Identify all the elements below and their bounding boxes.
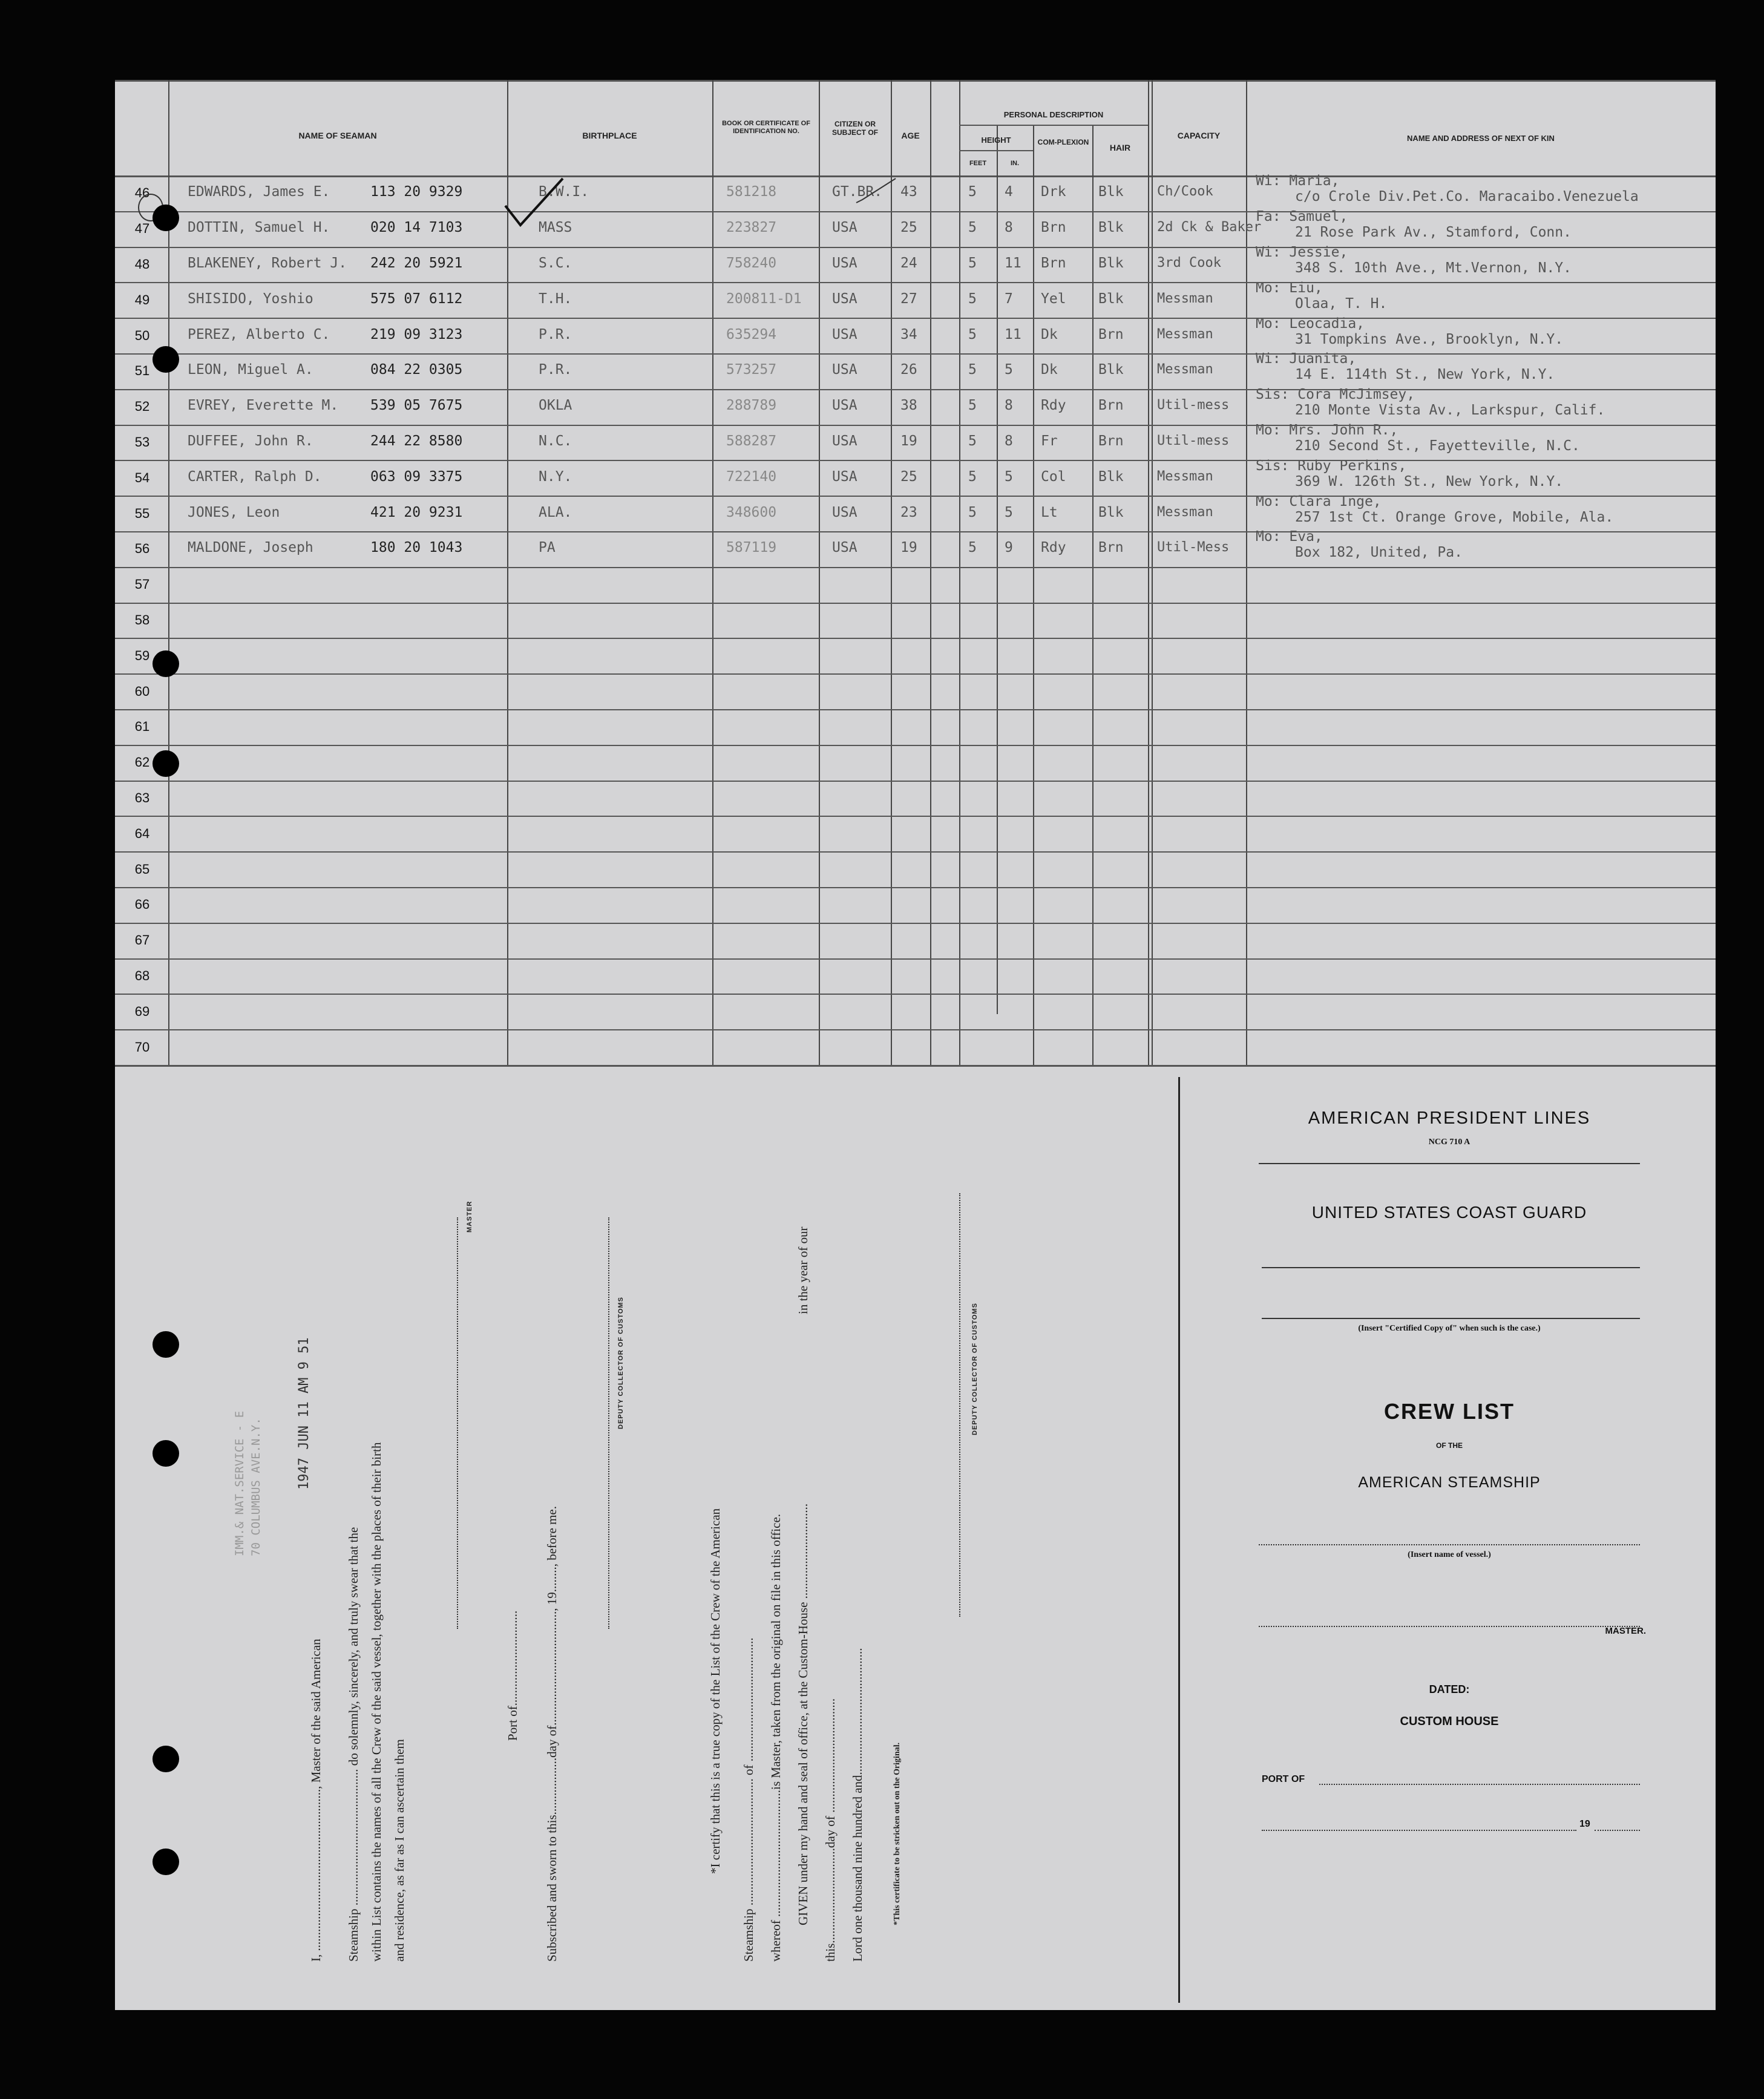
seaman-complexion: Rdy <box>1041 540 1066 556</box>
seaman-birthplace: S.C. <box>539 255 572 271</box>
seaman-name: BLAKENEY, Robert J. <box>188 255 347 271</box>
oath-sworn: Subscribed and sworn to this..................day of...................................., 19........, before me. <box>545 1506 559 1962</box>
col-divider <box>1152 80 1153 1065</box>
seaman-hair: Blk <box>1098 362 1124 378</box>
seaman-inches: 5 <box>1005 468 1013 485</box>
seaman-id: 180 20 1043 <box>370 540 463 556</box>
seaman-age: 27 <box>900 290 917 307</box>
cover-port-label: PORT OF <box>1262 1774 1305 1784</box>
row-line <box>115 496 1716 497</box>
seaman-inches: 8 <box>1005 220 1013 236</box>
seaman-inches: 9 <box>1005 540 1013 556</box>
seaman-inches: 8 <box>1005 433 1013 449</box>
row-line <box>115 638 1716 639</box>
lower-divider <box>1178 1077 1180 2003</box>
seaman-age: 24 <box>900 255 917 271</box>
row-line <box>115 353 1716 355</box>
punch-hole <box>152 750 179 777</box>
header-age: AGE <box>901 131 920 140</box>
seaman-kin-address: 14 E. 114th St., New York, N.Y. <box>1295 367 1555 383</box>
row-number: 64 <box>134 825 150 841</box>
row-number: 54 <box>134 470 150 485</box>
cover-form-number: NCG 710 A <box>1428 1138 1471 1147</box>
seaman-book: 588287 <box>726 433 777 449</box>
seaman-complexion: Dk <box>1041 326 1058 342</box>
seaman-complexion: Brn <box>1041 255 1066 271</box>
seaman-inches: 4 <box>1005 184 1013 200</box>
seaman-birthplace: MASS <box>539 220 572 236</box>
cover-vessel-line <box>1259 1544 1640 1545</box>
cert-line-6: Lord one thousand nine hundred and........................................ <box>850 1648 865 1962</box>
row-number: 55 <box>134 505 150 521</box>
row-line <box>115 318 1716 319</box>
row-number: 70 <box>134 1039 150 1055</box>
seaman-inches: 5 <box>1005 504 1013 520</box>
oath-line-2: Steamship ........................................... do solemnly, sincerely, and truly swear that the <box>346 1527 361 1962</box>
cover-agency: UNITED STATES COAST GUARD <box>1311 1203 1587 1222</box>
row-line <box>115 781 1716 782</box>
row-line <box>115 994 1716 995</box>
seaman-citizen: USA <box>832 362 857 378</box>
seaman-id: 219 09 3123 <box>370 326 463 342</box>
seaman-hair: Brn <box>1098 433 1124 449</box>
col-divider <box>930 80 931 1065</box>
seaman-age: 25 <box>900 468 917 485</box>
seaman-feet: 5 <box>968 540 977 556</box>
header-subdivider <box>959 150 1033 151</box>
oath-deputy-label: DEPUTY COLLECTOR OF CUSTOMS <box>617 1297 625 1429</box>
seaman-age: 26 <box>900 362 917 378</box>
oath-line-4: and residence, as far as I can ascertain them <box>392 1739 407 1962</box>
seaman-book: 348600 <box>726 504 777 520</box>
seaman-kin-address: 210 Second St., Fayetteville, N.C. <box>1295 438 1580 454</box>
row-number: 63 <box>134 790 150 805</box>
row-line <box>115 603 1716 604</box>
row-number: 67 <box>134 932 150 948</box>
row-line <box>115 389 1716 390</box>
col-divider <box>1148 80 1149 1065</box>
cert-deputy-signature-line <box>959 1193 960 1617</box>
seaman-name: LEON, Miguel A. <box>188 362 313 378</box>
seaman-kin-name: Mo: Eiu, <box>1256 280 1323 296</box>
cover-vessel-note: (Insert name of vessel.) <box>1408 1550 1491 1559</box>
seaman-hair: Brn <box>1098 398 1124 414</box>
cover-port-line <box>1319 1784 1640 1785</box>
seaman-feet: 5 <box>968 326 977 342</box>
seaman-name: CARTER, Ralph D. <box>188 468 322 485</box>
seaman-hair: Blk <box>1098 290 1124 307</box>
punch-hole <box>152 1746 179 1772</box>
seaman-id: 063 09 3375 <box>370 468 463 485</box>
seaman-feet: 5 <box>968 433 977 449</box>
punch-hole <box>152 1848 179 1875</box>
cover-master-label: MASTER. <box>1605 1626 1646 1636</box>
cover-title: CREW LIST <box>1384 1399 1515 1424</box>
seaman-birthplace: PA <box>539 540 556 556</box>
seaman-kin-address: 31 Tompkins Ave., Brooklyn, N.Y. <box>1295 331 1564 347</box>
cert-line-2: Steamship ........................................ of ....................................... <box>741 1637 756 1962</box>
seaman-complexion: Brn <box>1041 220 1066 236</box>
seaman-citizen: USA <box>832 433 857 449</box>
crew-table <box>115 80 1716 1065</box>
col-divider <box>819 80 820 1065</box>
row-line <box>115 851 1716 853</box>
seaman-id: 020 14 7103 <box>370 220 463 236</box>
seaman-feet: 5 <box>968 220 977 236</box>
seaman-age: 43 <box>900 184 917 200</box>
cert-line-4b: in the year of our <box>796 1226 810 1314</box>
col-divider <box>891 80 892 1065</box>
seaman-hair: Blk <box>1098 468 1124 485</box>
tick-mark-icon <box>853 175 902 212</box>
seaman-age: 34 <box>900 326 917 342</box>
header-divider <box>115 175 1716 177</box>
seaman-kin-name: Wi: Juanita, <box>1256 351 1357 367</box>
stamp-line-2: 70 COLUMBUS AVE.N.Y. <box>249 1418 263 1556</box>
header-citizen: CITIZEN OR SUBJECT OF <box>831 120 878 137</box>
header-feet: FEET <box>969 160 987 167</box>
seaman-kin-name: Fa: Samuel, <box>1256 209 1348 225</box>
check-mark-icon <box>499 175 566 230</box>
seaman-kin-address: Olaa, T. H. <box>1295 295 1388 312</box>
seaman-complexion: Dk <box>1041 362 1058 378</box>
seaman-kin-name: Wi: Jessie, <box>1256 244 1348 260</box>
punch-hole <box>152 1331 179 1358</box>
seaman-inches: 7 <box>1005 290 1013 307</box>
seaman-feet: 5 <box>968 255 977 271</box>
seaman-age: 38 <box>900 398 917 414</box>
table-bottom-border <box>115 1065 1716 1067</box>
seaman-citizen: USA <box>832 290 857 307</box>
col-divider <box>997 125 998 1014</box>
row-line <box>115 673 1716 675</box>
seaman-hair: Brn <box>1098 326 1124 342</box>
col-divider <box>1092 125 1093 1065</box>
seaman-citizen: USA <box>832 504 857 520</box>
seaman-birthplace: B.W.I. <box>539 184 589 200</box>
punch-hole <box>152 650 179 677</box>
seaman-feet: 5 <box>968 362 977 378</box>
row-number: 60 <box>134 683 150 699</box>
cover-year-line <box>1595 1830 1640 1831</box>
row-line <box>115 567 1716 568</box>
seaman-id: 113 20 9329 <box>370 184 463 200</box>
seaman-name: MALDONE, Joseph <box>188 540 313 556</box>
seaman-kin-address: 369 W. 126th St., New York, N.Y. <box>1295 473 1564 490</box>
seaman-citizen: USA <box>832 468 857 485</box>
row-number: 50 <box>134 327 150 343</box>
row-line <box>115 816 1716 817</box>
seaman-birthplace: ALA. <box>539 504 572 520</box>
punch-hole <box>152 346 179 373</box>
seaman-capacity: Messman <box>1157 290 1213 306</box>
seaman-kin-name: Mo: Clara Inge, <box>1256 493 1382 509</box>
row-number: 46 <box>134 185 150 201</box>
cover-certified-note: (Insert "Certified Copy of" when such is the case.) <box>1358 1324 1541 1333</box>
oath-master-label: MASTER <box>466 1200 473 1233</box>
header-subdivider <box>959 125 1148 126</box>
cover-custom-house: CUSTOM HOUSE <box>1400 1715 1499 1728</box>
header-birthplace: BIRTHPLACE <box>582 131 637 140</box>
seaman-kin-name: Sis: Cora McJimsey, <box>1256 387 1415 403</box>
seaman-inches: 11 <box>1005 326 1021 342</box>
seaman-age: 23 <box>900 504 917 520</box>
table-top-border <box>115 80 1716 82</box>
seaman-book: 635294 <box>726 326 777 342</box>
row-number: 56 <box>134 541 150 557</box>
seaman-name: PEREZ, Alberto C. <box>188 326 330 342</box>
cover-rule <box>1259 1163 1640 1164</box>
seaman-name: DOTTIN, Samuel H. <box>188 220 330 236</box>
stamp-date: 1947 JUN 11 AM 9 51 <box>297 1337 312 1490</box>
crew-list-sheet <box>115 80 1716 2010</box>
header-capacity: CAPACITY <box>1177 131 1221 140</box>
oath-line-3: within List contains the names of all the Crew of the said vessel, together with the places of their birth <box>369 1442 384 1962</box>
seaman-hair: Brn <box>1098 540 1124 556</box>
oath-master-signature-line <box>457 1217 458 1629</box>
col-divider <box>712 80 713 1065</box>
row-number: 49 <box>134 292 150 307</box>
seaman-kin-address: c/o Crole Div.Pet.Co. Maracaibo.Venezuela <box>1295 189 1639 205</box>
seaman-kin-name: Mo: Mrs. John R., <box>1256 422 1398 438</box>
row-number: 62 <box>134 755 150 770</box>
oath-line-1: I, ..................................................., Master of the said American <box>309 1639 323 1962</box>
seaman-kin-address: 21 Rose Park Av., Stamford, Conn. <box>1295 224 1572 241</box>
cover-rule <box>1262 1267 1640 1268</box>
seaman-capacity: Util-Mess <box>1157 540 1230 555</box>
seaman-book: 223827 <box>726 220 777 236</box>
seaman-name: JONES, Leon <box>188 504 280 520</box>
cover-company: AMERICAN PRESIDENT LINES <box>1308 1108 1591 1128</box>
seaman-book: 587119 <box>726 540 777 556</box>
row-number: 68 <box>134 968 150 983</box>
seaman-age: 19 <box>900 433 917 449</box>
seaman-inches: 5 <box>1005 362 1013 378</box>
seaman-hair: Blk <box>1098 184 1124 200</box>
seaman-complexion: Drk <box>1041 184 1066 200</box>
seaman-book: 722140 <box>726 468 777 485</box>
cert-line-5: this..............................day of .................................... <box>823 1698 838 1962</box>
row-line <box>115 282 1716 283</box>
header-complexion: COM-PLEXION <box>1037 138 1089 146</box>
row-number: 66 <box>134 897 150 912</box>
cert-line-1: *I certify that this is a true copy of the List of the Crew of the American <box>708 1508 723 1874</box>
seaman-kin-name: Sis: Ruby Perkins, <box>1256 457 1407 474</box>
seaman-citizen: USA <box>832 255 857 271</box>
seaman-feet: 5 <box>968 290 977 307</box>
seaman-book: 288789 <box>726 398 777 414</box>
seaman-complexion: Fr <box>1041 433 1058 449</box>
seaman-kin-address: 210 Monte Vista Av., Larkspur, Calif. <box>1295 402 1605 419</box>
seaman-kin-name: Mo: Eva, <box>1256 529 1323 545</box>
seaman-feet: 5 <box>968 468 977 485</box>
row-line <box>115 745 1716 746</box>
row-line <box>115 211 1716 212</box>
row-line <box>115 1029 1716 1030</box>
row-line <box>115 460 1716 461</box>
row-number: 52 <box>134 399 150 414</box>
row-line <box>115 923 1716 924</box>
cert-line-4: GIVEN under my hand and seal of office, at the Custom-House .............................. <box>796 1503 810 1925</box>
row-number: 53 <box>134 434 150 450</box>
seaman-hair: Blk <box>1098 220 1124 236</box>
row-number: 58 <box>134 612 150 627</box>
seaman-capacity: Messman <box>1157 326 1213 342</box>
seaman-book: 581218 <box>726 184 777 200</box>
cover-year-label: 19 <box>1579 1819 1590 1829</box>
seaman-feet: 5 <box>968 184 977 200</box>
header-height: HEIGHT <box>981 136 1011 145</box>
col-divider <box>1033 125 1034 1065</box>
cert-line-3: whereof ........................................is Master, taken from the original on file in this office. <box>769 1513 783 1962</box>
col-divider <box>959 80 960 1065</box>
seaman-kin-address: Box 182, United, Pa. <box>1295 545 1463 561</box>
seaman-capacity: Util-mess <box>1157 398 1230 413</box>
seaman-complexion: Col <box>1041 468 1066 485</box>
cover-of-the: OF THE <box>1436 1441 1463 1450</box>
seaman-kin-address: 348 S. 10th Ave., Mt.Vernon, N.Y. <box>1295 260 1572 276</box>
seaman-citizen: USA <box>832 398 857 414</box>
oath-deputy-signature-line <box>608 1217 609 1629</box>
seaman-name: EVREY, Everette M. <box>188 398 339 414</box>
cover-dated: DATED: <box>1429 1683 1470 1695</box>
row-line <box>115 958 1716 960</box>
seaman-capacity: Messman <box>1157 468 1213 484</box>
seaman-birthplace: N.Y. <box>539 468 572 485</box>
cover-rule <box>1262 1318 1640 1319</box>
seaman-capacity: Messman <box>1157 362 1213 378</box>
cover-steamship: AMERICAN STEAMSHIP <box>1358 1474 1541 1491</box>
seaman-id: 242 20 5921 <box>370 255 463 271</box>
seaman-hair: Blk <box>1098 504 1124 520</box>
seaman-kin-name: Mo: Leocadia, <box>1256 315 1365 332</box>
punch-hole <box>152 205 179 231</box>
cert-footnote: *This certificate to be stricken out on the Original. <box>893 1742 902 1925</box>
seaman-capacity: Messman <box>1157 504 1213 520</box>
seaman-id: 084 22 0305 <box>370 362 463 378</box>
seaman-kin-name: Wi: Maria, <box>1256 173 1340 189</box>
seaman-book: 758240 <box>726 255 777 271</box>
seaman-inches: 11 <box>1005 255 1021 271</box>
seaman-id: 539 05 7675 <box>370 398 463 414</box>
header-personal: PERSONAL DESCRIPTION <box>1003 110 1104 119</box>
seaman-complexion: Rdy <box>1041 398 1066 414</box>
header-name: NAME OF SEAMAN <box>298 131 377 140</box>
seaman-inches: 8 <box>1005 398 1013 414</box>
seaman-birthplace: T.H. <box>539 290 572 307</box>
cover-date-line <box>1262 1830 1576 1831</box>
seaman-capacity: 2d Ck & Baker <box>1157 220 1262 235</box>
seaman-birthplace: OKLA <box>539 398 572 414</box>
seaman-birthplace: P.R. <box>539 326 572 342</box>
row-number: 51 <box>134 363 150 379</box>
row-line <box>115 425 1716 426</box>
seaman-hair: Blk <box>1098 255 1124 271</box>
seaman-feet: 5 <box>968 398 977 414</box>
row-number: 69 <box>134 1003 150 1019</box>
seaman-complexion: Yel <box>1041 290 1066 307</box>
seaman-citizen: USA <box>832 540 857 556</box>
seaman-book: 200811-D1 <box>726 290 802 307</box>
row-line <box>115 531 1716 532</box>
row-line <box>115 247 1716 248</box>
seaman-citizen: USA <box>832 220 857 236</box>
row-number: 48 <box>134 257 150 272</box>
seaman-capacity: Util-mess <box>1157 433 1230 448</box>
seaman-id: 421 20 9231 <box>370 504 463 520</box>
punch-hole <box>152 1440 179 1467</box>
header-book: BOOK OR CERTIFICATE OF IDENTIFICATION NO. <box>722 120 810 135</box>
seaman-id: 244 22 8580 <box>370 433 463 449</box>
header-inches: IN. <box>1010 160 1020 167</box>
seaman-id: 575 07 6112 <box>370 290 463 307</box>
row-line <box>115 887 1716 888</box>
cert-deputy-label: DEPUTY COLLECTOR OF CUSTOMS <box>971 1303 979 1435</box>
seaman-kin-address: 257 1st Ct. Orange Grove, Mobile, Ala. <box>1295 509 1614 525</box>
row-line <box>115 709 1716 710</box>
seaman-capacity: Ch/Cook <box>1157 184 1213 200</box>
seaman-birthplace: N.C. <box>539 433 572 449</box>
seaman-citizen: GT.BR. <box>832 184 883 200</box>
seaman-age: 25 <box>900 220 917 236</box>
seaman-feet: 5 <box>968 504 977 520</box>
seaman-age: 19 <box>900 540 917 556</box>
seaman-name: SHISIDO, Yoshio <box>188 290 313 307</box>
seaman-birthplace: P.R. <box>539 362 572 378</box>
row-number: 61 <box>134 719 150 735</box>
row-number: 57 <box>134 577 150 592</box>
seaman-capacity: 3rd Cook <box>1157 255 1221 270</box>
seaman-book: 573257 <box>726 362 777 378</box>
row-number: 59 <box>134 647 150 663</box>
seaman-name: EDWARDS, James E. <box>188 184 330 200</box>
row-number: 65 <box>134 861 150 877</box>
header-kin: NAME AND ADDRESS OF NEXT OF KIN <box>1407 134 1555 143</box>
row-number: 47 <box>134 221 150 237</box>
seaman-citizen: USA <box>832 326 857 342</box>
seaman-complexion: Lt <box>1041 504 1058 520</box>
oath-port: Port of.............................. <box>505 1610 520 1741</box>
seaman-name: DUFFEE, John R. <box>188 433 313 449</box>
header-hair: HAIR <box>1109 143 1131 152</box>
stamp-line-1: IMM.& NAT.SERVICE - E <box>233 1410 246 1556</box>
